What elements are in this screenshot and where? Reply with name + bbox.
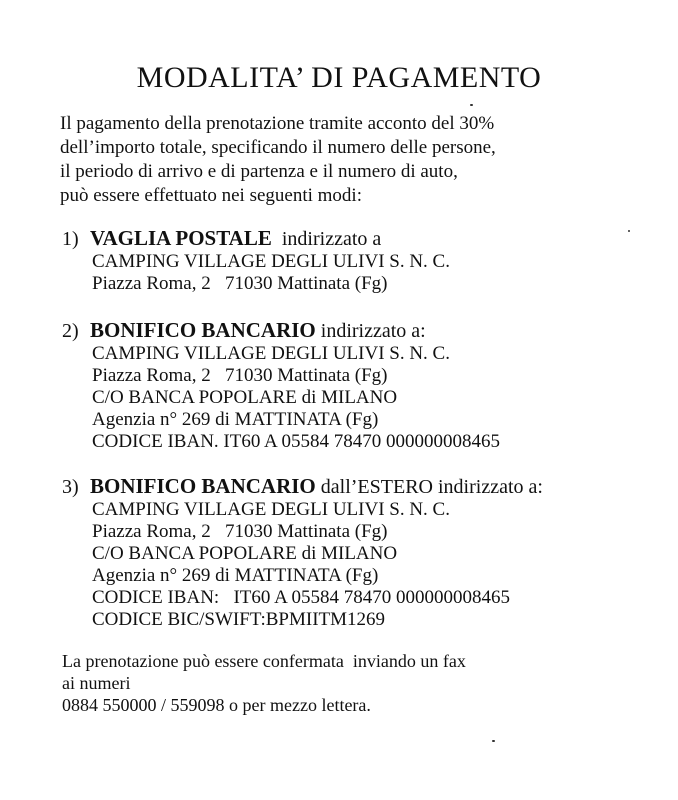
intro-line: dell’importo totale, specificando il numero delle persone, — [60, 137, 496, 158]
iban-line: CODICE IBAN: IT60 A 05584 78470 000000008465 — [92, 587, 510, 608]
address-line: CAMPING VILLAGE DEGLI ULIVI S. N. C. — [92, 499, 450, 520]
method-suffix: dall’ESTERO indirizzato a: — [315, 476, 543, 498]
intro-paragraph — [60, 112, 660, 208]
section-number: 1) — [62, 228, 79, 250]
swift-line: CODICE BIC/SWIFT:BPMIITM1269 — [92, 609, 386, 630]
footer-line: 0884 550000 / 559098 o per mezzo lettera. — [62, 695, 371, 715]
footer-line: La prenotazione può essere confermata inviando un fax — [62, 651, 466, 671]
method-suffix: indirizzato a: — [315, 320, 426, 342]
intro-line: può essere effettuato nei seguenti modi: — [60, 185, 362, 206]
bank-line: C/O BANCA POPOLARE di MILANO — [92, 543, 398, 564]
method-name: BONIFICO BANCARIO — [90, 474, 316, 498]
section-heading — [62, 474, 662, 499]
intro-line: il periodo di arrivo e di partenza e il numero di auto, — [60, 161, 458, 182]
scan-speck — [470, 104, 473, 106]
iban-line: CODICE IBAN. IT60 A 05584 78470 000000008465 — [92, 431, 500, 452]
section-heading — [62, 226, 662, 251]
method-suffix: indirizzato a — [271, 228, 382, 250]
address-line: CAMPING VILLAGE DEGLI ULIVI S. N. C. — [92, 251, 450, 272]
footer-line: ai numeri — [62, 673, 131, 693]
intro-line: Il pagamento della prenotazione tramite acconto del 30% — [60, 113, 495, 134]
address-line: CAMPING VILLAGE DEGLI ULIVI S. N. C. — [92, 343, 450, 364]
agency-line: Agenzia n° 269 di MATTINATA (Fg) — [92, 409, 379, 430]
address-line: Piazza Roma, 2 71030 Mattinata (Fg) — [92, 273, 388, 294]
address-block — [62, 499, 662, 631]
address-block — [62, 251, 662, 295]
scan-speck — [492, 740, 495, 742]
section-number: 3) — [62, 476, 79, 498]
payment-method-bonifico-estero — [62, 474, 662, 631]
footer-paragraph — [62, 650, 662, 716]
payment-method-bonifico-bancario — [62, 318, 662, 453]
page-title: MODALITA’ DI PAGAMENTO — [136, 61, 542, 94]
section-heading — [62, 318, 662, 343]
scan-speck — [628, 230, 630, 232]
section-number: 2) — [62, 320, 79, 342]
address-line: Piazza Roma, 2 71030 Mattinata (Fg) — [92, 521, 388, 542]
address-block — [62, 343, 662, 453]
method-name: VAGLIA POSTALE — [90, 226, 272, 250]
bank-line: C/O BANCA POPOLARE di MILANO — [92, 387, 398, 408]
payment-method-vaglia-postale — [62, 226, 662, 295]
agency-line: Agenzia n° 269 di MATTINATA (Fg) — [92, 565, 379, 586]
address-line: Piazza Roma, 2 71030 Mattinata (Fg) — [92, 365, 388, 386]
method-name: BONIFICO BANCARIO — [90, 318, 316, 342]
